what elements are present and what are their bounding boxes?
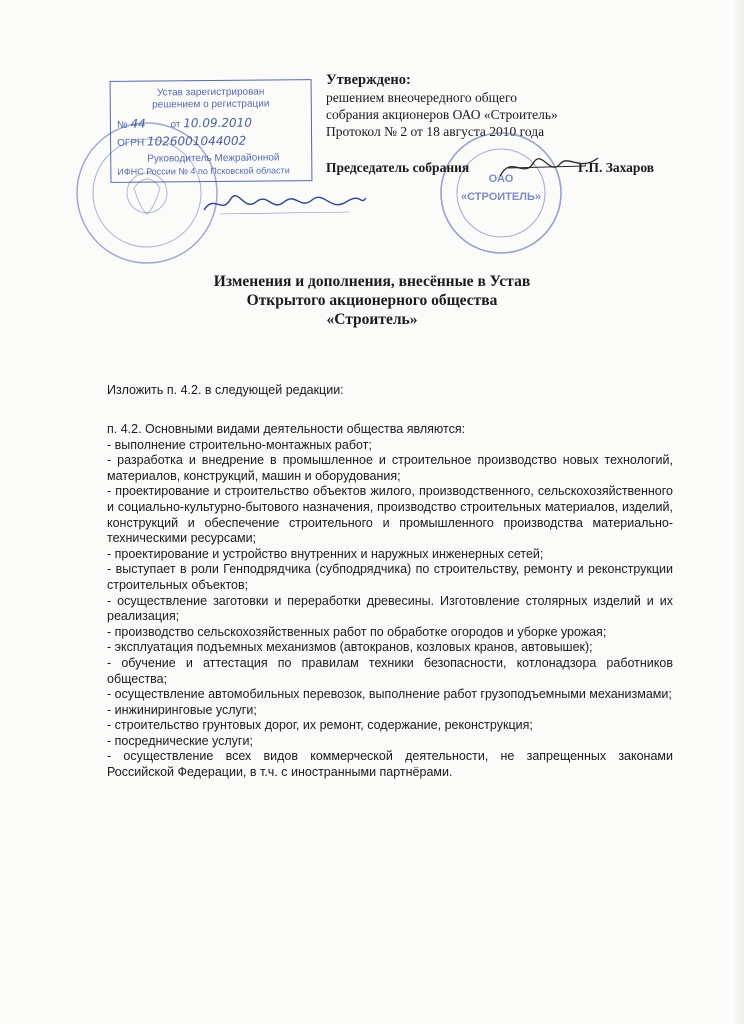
stamp-date-label: от — [170, 119, 181, 131]
registration-stamp — [110, 79, 313, 183]
signature-right — [494, 146, 604, 186]
stamp-date-value: 10.09.2010 — [183, 115, 252, 131]
stamp-no-label: № — [116, 119, 128, 131]
document-heading — [150, 272, 594, 329]
stamp-ogrn-label: ОГРН — [117, 137, 145, 149]
stamp-head-line: Руководитель Межрайонной — [147, 152, 280, 165]
approval-line3: Протокол № 2 от 18 августа 2010 года — [326, 124, 545, 139]
seal-right-top: ОАО — [488, 173, 514, 185]
heading-line2: Открытого акционерного общества — [246, 292, 498, 309]
list-item: - осуществление автомобильных перевозок, выполнение работ грузоподъемными механизмами; — [107, 687, 672, 702]
list-item: - посреднические услуги; — [107, 733, 253, 748]
stamp-inspection-line: ИФНС России № 4 по Псковской области — [117, 165, 290, 177]
list-item: - строительство грунтовых дорог, их ремонт, содержание, реконструкция; — [107, 718, 533, 733]
list-item: - проектирование и строительство объектов жилого, производственного, сельскохозяйственного и социально-культурно-бытового назначения, производство строительных материалов, изделий, конструкций и обеспечение строительного и промышленного производства материально-техническими ресурсами; — [107, 484, 673, 546]
approval-line2: собрания акционеров ОАО «Строитель» — [326, 107, 558, 122]
list-item: - проектирование и устройство внутренних и наружных инженерных сетей; — [107, 546, 544, 561]
approval-line1: решением внеочередного общего — [326, 90, 517, 105]
list-item: - выполнение строительно-монтажных работ; — [107, 437, 372, 452]
list-item: - обучение и аттестация по правилам техники безопасности, котлонадзора работников общества; — [107, 655, 673, 686]
stamp-line1: Устав зарегистрирован — [156, 86, 265, 99]
page-edge — [730, 0, 744, 1024]
heading-line3: «Строитель» — [326, 311, 418, 328]
seal-right-center: «СТРОИТЕЛЬ» — [461, 191, 541, 203]
body-lead: п. 4.2. Основными видами деятельности общества являются: — [107, 422, 466, 436]
list-item: - производство сельскохозяйственных работ по обработке огородов и уборке урожая; — [107, 624, 607, 639]
list-item: - осуществление заготовки и переработки древесины. Изготовление столярных изделий и их реализация; — [107, 593, 673, 624]
list-item: - эксплуатация подъемных механизмов (автокранов, козловых кранов, автовышек); — [107, 640, 593, 655]
chairman-name: Г.П. Захаров — [578, 160, 655, 175]
stamp-no-value: 44 — [130, 116, 146, 131]
list-item: - осуществление всех видов коммерческой деятельности, не запрещенных законами Российской Федерации, в т.ч. с иностранными партнёрами. — [107, 749, 673, 780]
approval-title: Утверждено: — [326, 72, 411, 88]
chairman-label: Председатель собрания — [326, 160, 470, 175]
stamp-ogrn-value: 1026001044002 — [146, 133, 247, 149]
heading-line1: Изменения и дополнения, внесённые в Устав — [213, 273, 531, 290]
stamp-line2: решением о регистрации — [152, 98, 270, 111]
list-item: - выступает в роли Генподрядчика (субподрядчика) по строительству, ремонту и реконструкции строительных объектов; — [107, 562, 673, 592]
list-item: - разработка и внедрение в промышленное и строительное производство новых технологий, материалов, конструкций, машин и оборудования; — [107, 453, 673, 483]
signature-left — [200, 188, 370, 218]
intro-text: Изложить п. 4.2. в следующей редакции: — [107, 383, 344, 397]
list-item: - инжиниринговые услуги; — [107, 702, 257, 717]
body-text — [107, 422, 673, 781]
